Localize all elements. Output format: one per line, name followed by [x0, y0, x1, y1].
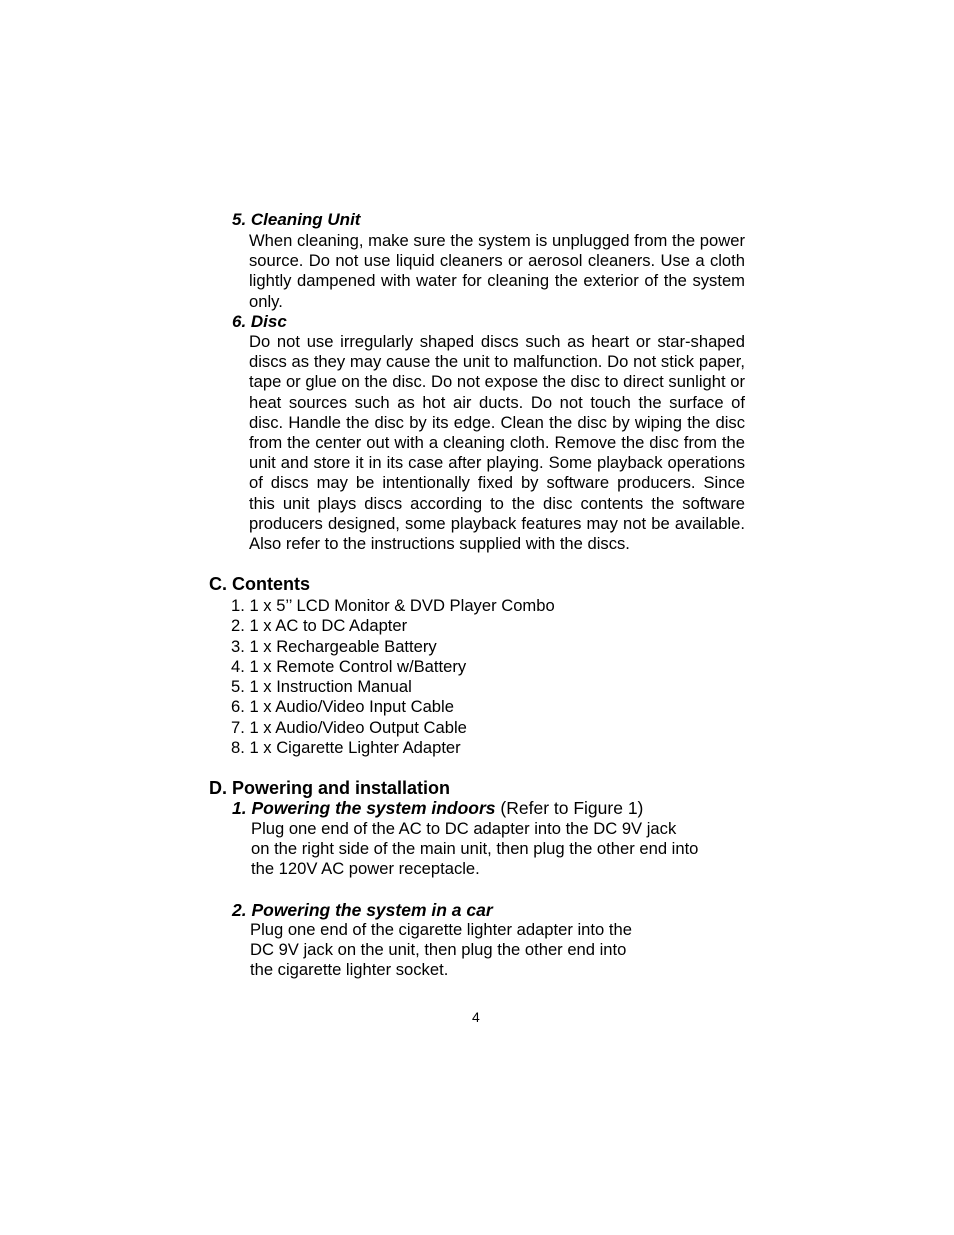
powering-indoors-heading [232, 798, 643, 818]
powering-car-text [250, 920, 632, 981]
disc-text: Do not use irregularly shaped discs such as heart or star-shaped discs as they may cause the unit to malfunction. Do not stick paper, tape or glue on the disc. Do not expose the disc to direct sunlight or heat sources such as hot air ducts. Do not touch the surface of disc. Handle the disc by its edge. Clean the disc by wiping the disc from the center out with a cleaning cloth. Remove the disc from the unit and store it in its case after playing. Some playback operations of discs may be intentionally fixed by software producers. Since this unit plays discs according to the disc contents the software producers designed, some playback features may not be available. Also refer to the instructions supplied with the discs. [249, 332, 745, 554]
powering-heading: D. Powering and installation [209, 778, 451, 798]
list-item: 7. 1 x Audio/Video Output Cable [231, 717, 467, 737]
disc-heading: 6. Disc [232, 312, 287, 331]
list-item: 1. 1 x 5’’ LCD Monitor & DVD Player Combo [231, 596, 555, 615]
text-line: Plug one end of the AC to DC adapter into the DC 9V jack [251, 819, 677, 838]
page-number: 4 [472, 1009, 480, 1025]
cleaning-unit-text: When cleaning, make sure the system is unplugged from the power source. Do not use liquid cleaners or aerosol cleaners. Use a cloth lightly dampened with water for cleaning the exterior of the system only. [249, 231, 745, 311]
contents-heading: C. Contents [209, 574, 310, 594]
list-item: 4. 1 x Remote Control w/Battery [231, 656, 467, 676]
text-line: on the right side of the main unit, then plug the other end into [251, 839, 699, 859]
list-item: 8. 1 x Cigarette Lighter Adapter [231, 738, 461, 758]
powering-indoors-title: 1. Powering the system indoors [232, 798, 496, 818]
contents-list [231, 596, 555, 758]
list-item: 5. 1 x Instruction Manual [231, 677, 412, 697]
powering-car-heading: 2. Powering the system in a car [232, 900, 493, 920]
list-item: 2. 1 x AC to DC Adapter [231, 616, 408, 636]
text-line: Plug one end of the cigarette lighter adapter into the [250, 920, 632, 939]
cleaning-unit-heading: 5. Cleaning Unit [232, 210, 361, 229]
figure-reference: (Refer to Figure 1) [495, 798, 644, 818]
text-line: DC 9V jack on the unit, then plug the other end into [250, 940, 627, 960]
powering-indoors-text [251, 819, 698, 880]
text-line: the 120V AC power receptacle. [251, 859, 480, 879]
list-item: 6. 1 x Audio/Video Input Cable [231, 697, 454, 717]
list-item: 3. 1 x Rechargeable Battery [231, 636, 437, 656]
text-line: the cigarette lighter socket. [250, 960, 449, 980]
